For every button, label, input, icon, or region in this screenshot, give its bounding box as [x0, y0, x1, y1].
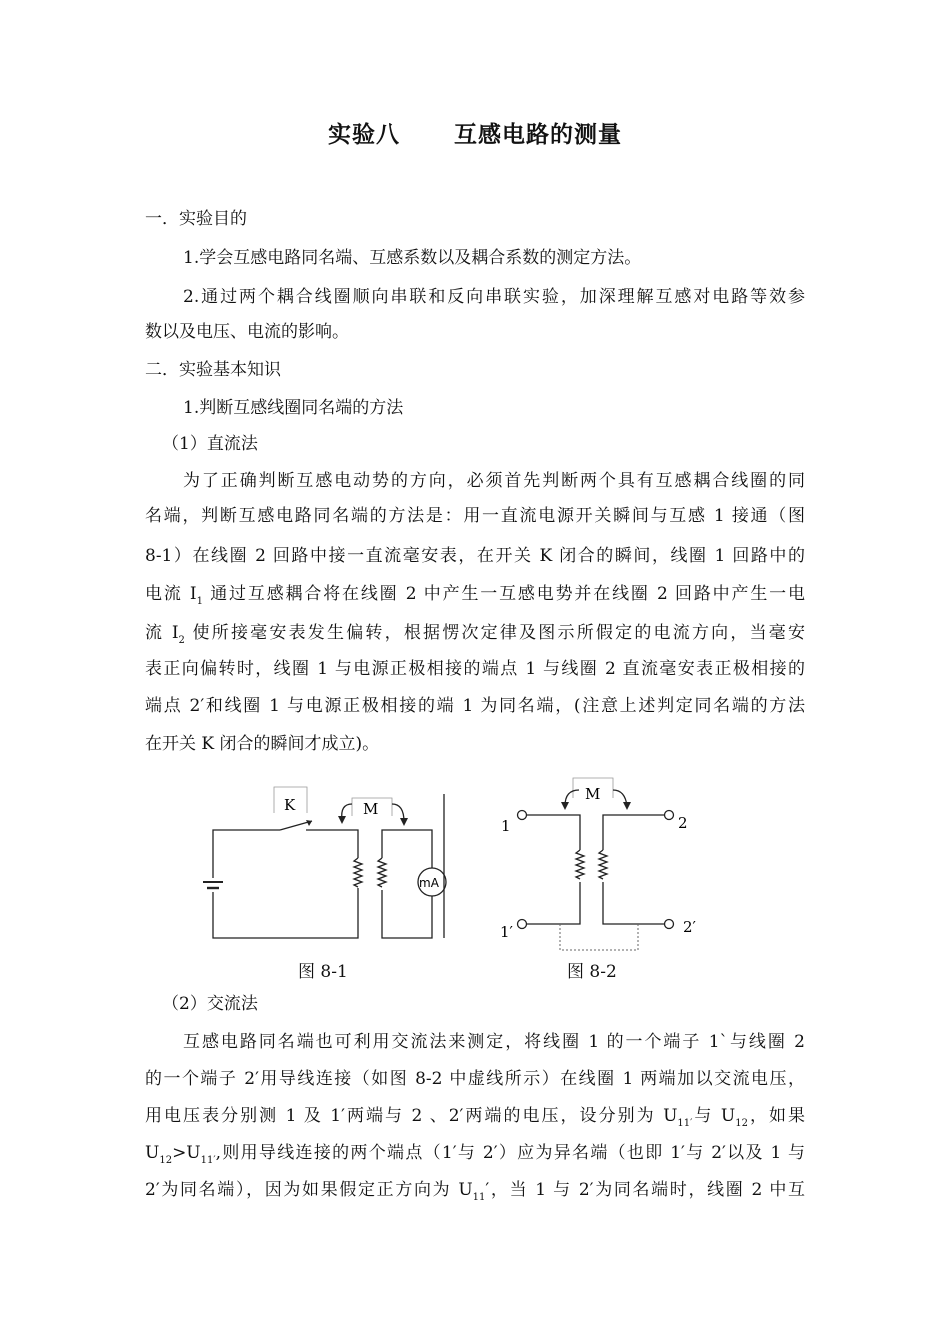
dc-paragraph-line-8: 在开关 K 闭合的瞬间才成立)。: [145, 734, 380, 754]
dashed-connection: [560, 924, 638, 950]
dc-paragraph-line-6: 表正向偏转时，线圈 1 与电源正极相接的端点 1 与线圈 2 直流毫安表正极相接的: [145, 659, 805, 679]
terminal-1-prime-label: 1′: [500, 923, 513, 941]
section-heading-objectives: 一．实验目的: [145, 209, 247, 229]
ac-paragraph-line-1: 互感电路同名端也可利用交流法来测定，将线圈 1 的一个端子 1`与线圈 2: [183, 1032, 805, 1052]
loop-2-bottom-wire: [382, 890, 432, 938]
coil-2: [378, 858, 386, 887]
ac-paragraph-line-3: 用电压表分别测 1 及 1′两端与 2 、2′两端的电压，设分别为 $U_{11'}$与 $U_{12}$，如果: [145, 1106, 806, 1129]
loop-2-top-wire: [382, 830, 432, 868]
mutual-arrowhead-left: [561, 802, 569, 810]
dc-method-heading: （1）直流法: [162, 434, 258, 454]
dc-paragraph-line-5: 流 $I_2$ 使所接毫安表发生偏转，根据愣次定律及图示所假定的电流方向，当毫安: [145, 623, 806, 646]
switch-label: K: [284, 796, 296, 814]
figure-8-1-circuit: [190, 778, 460, 948]
terminal-1-prime: [518, 920, 527, 929]
ac-paragraph-line-2: 的一个端子 2′用导线连接（如图 8-2 中虚线所示）在线圈 1 两端加以交流电压，: [145, 1069, 805, 1089]
objective-item-2-line-1: 2.通过两个耦合线圈顺向串联和反向串联实验，加深理解互感对电路等效参: [183, 287, 805, 307]
mutual-arrowhead-left: [338, 816, 346, 824]
coil-1: [354, 858, 362, 887]
dc-paragraph-line-1: 为了正确判断互感电动势的方向，必须首先判断两个具有互感耦合线圈的同: [183, 471, 805, 491]
mutual-label: M: [585, 785, 601, 803]
coil-2-top-wire: [603, 815, 664, 850]
terminal-1-label: 1: [501, 817, 511, 835]
terminal-1: [518, 811, 527, 820]
objective-item-2-line-2: 数以及电压、电流的影响。: [145, 322, 349, 342]
page-title: 实验八 互感电路的测量: [327, 122, 623, 148]
terminal-2-prime: [665, 920, 674, 929]
section-heading-basics: 二．实验基本知识: [145, 360, 281, 380]
ac-paragraph-line-5: 2′为同名端），因为如果假定正方向为 $U_{11}'$，当 1 与 2′为同名端时，线圈 2 中互: [145, 1180, 806, 1203]
figure-8-2-circuit: [495, 770, 715, 955]
figure-8-1-caption: 图 8-1: [298, 962, 348, 982]
loop-1-top-left-wire: [213, 830, 280, 878]
dc-paragraph-line-4: 电流 $I_1$ 通过互感耦合将在线圈 2 中产生一互感电势并在线圈 2 回路中产生一电: [145, 584, 805, 607]
mutual-arrowhead-right: [623, 802, 631, 810]
coil-1-bottom-wire: [527, 882, 580, 924]
terminal-2-prime-label: 2′: [683, 918, 696, 936]
terminal-2: [665, 811, 674, 820]
loop-1-right-wire: [306, 830, 358, 858]
coil-2: [599, 850, 607, 879]
mutual-label: M: [363, 800, 379, 818]
loop-1-bottom-wire: [213, 888, 358, 938]
ac-paragraph-line-4: $U_{12}>U_{11'}$,则用导线连接的两个端点（1′与 2′）应为异名端（也即 1′与 2′以及 1 与: [145, 1143, 805, 1166]
figure-8-2-caption: 图 8-2: [567, 962, 617, 982]
dc-paragraph-line-2: 名端，判断互感电路同名端的方法是：用一直流电源开关瞬间与互感 1 接通（图: [145, 506, 805, 526]
objective-item-1: 1.学会互感电路同名端、互感系数以及耦合系数的测定方法。: [183, 248, 642, 268]
milliammeter-label: mA: [419, 876, 439, 890]
basics-item-1: 1.判断互感线圈同名端的方法: [183, 398, 404, 418]
terminal-2-label: 2: [678, 814, 688, 832]
dc-paragraph-line-7: 端点 2′和线圈 1 与电源正极相接的端 1 为同名端，(注意上述判定同名端的方法: [145, 696, 805, 716]
coil-1: [576, 850, 584, 879]
coil-1-top-wire: [527, 815, 580, 850]
mutual-arrowhead-right: [400, 818, 408, 826]
ac-method-heading: （2）交流法: [162, 994, 258, 1014]
dc-paragraph-line-3: 8-1）在线圈 2 回路中接一直流毫安表，在开关 K 闭合的瞬间，线圈 1 回路中的: [145, 546, 805, 566]
coil-2-bottom-wire: [603, 882, 664, 924]
